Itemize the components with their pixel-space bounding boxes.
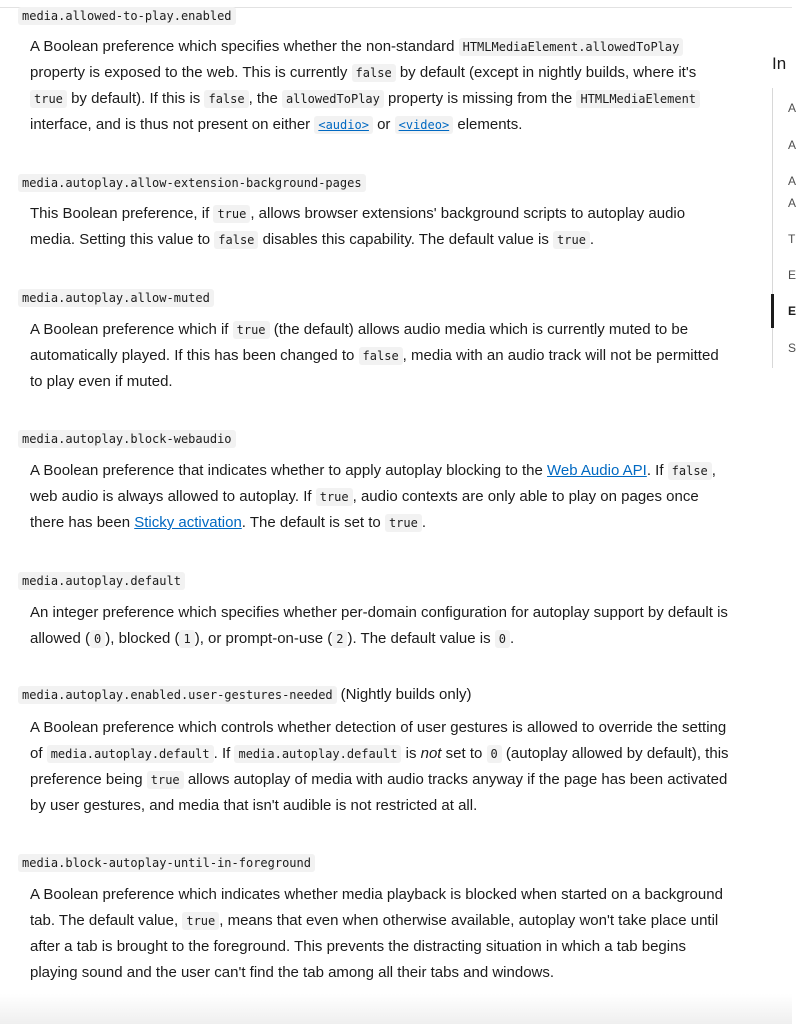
code: false xyxy=(352,64,396,82)
toc-item[interactable]: E xyxy=(788,268,796,282)
code: false xyxy=(204,90,248,108)
toc-item[interactable]: T xyxy=(788,232,796,246)
pref-term: media.autoplay.default xyxy=(18,572,185,590)
code: HTMLMediaElement.allowedToPlay xyxy=(459,38,684,56)
code: false xyxy=(214,231,258,249)
pref-term: media.autoplay.block-webaudio xyxy=(18,430,236,448)
pref-description: A Boolean preference which controls whether detection of user gestures is allowed to override the setting of media.autoplay.default . If media.autoplay.default is not set to 0 (autoplay allowed by default), this preference being true allows autoplay of media with audio tracks anyway if the page has been activated by user gestures, and media that isn't audible is not restricted at all. xyxy=(30,719,729,814)
toc-item[interactable]: A xyxy=(788,138,796,152)
code: true xyxy=(316,488,353,506)
pref-entry xyxy=(18,289,738,307)
toc-item[interactable]: S xyxy=(788,341,796,355)
pref-entry xyxy=(18,430,738,448)
pref-term: media.allowed-to-play.enabled xyxy=(18,7,236,25)
code: true xyxy=(385,514,422,532)
pref-entry xyxy=(18,854,738,872)
code: 1 xyxy=(179,630,194,648)
table-of-contents xyxy=(770,0,796,1024)
pref-entry xyxy=(18,7,738,25)
pref-description: A Boolean preference that indicates whether to apply autoplay blocking to the Web Audio API. If false , web audio is always allowed to autoplay. If true , audio contexts are only able to play on pages once there has been Sticky activation. The default is set to true . xyxy=(30,462,716,531)
code: allowedToPlay xyxy=(282,90,384,108)
toc-active-indicator xyxy=(771,294,774,328)
code: true xyxy=(233,321,270,339)
code: 0 xyxy=(495,630,510,648)
pref-description: A Boolean preference which if true (the default) allows audio media which is currently muted to be automatically played. If this has been changed to false , media with an audio track will not be permitted to play even if muted. xyxy=(30,321,719,390)
pref-term: media.block-autoplay-until-in-foreground xyxy=(18,854,315,872)
pref-entry xyxy=(18,174,738,192)
code: false xyxy=(668,462,712,480)
code: true xyxy=(213,205,250,223)
code: 0 xyxy=(90,630,105,648)
pref-entry xyxy=(18,572,738,590)
toc-item-active[interactable]: E xyxy=(788,304,796,318)
pref-description: An integer preference which specifies whether per-domain configuration for autoplay support by default is allowed ( 0 ), blocked ( 1 ), or prompt-on-use ( 2 ). The default value is 0 . xyxy=(30,604,728,647)
sticky-activation-link[interactable]: Sticky activation xyxy=(134,514,242,531)
toc-item[interactable]: A xyxy=(788,101,796,115)
code: false xyxy=(359,347,403,365)
pref-description: This Boolean preference, if true , allows browser extensions' background scripts to autoplay audio media. Setting this value to false disables this capability. The default value is true . xyxy=(30,205,686,248)
code: 0 xyxy=(487,745,502,763)
toc-item[interactable]: A xyxy=(788,196,796,210)
pref-entry xyxy=(18,686,738,704)
web-audio-api-link[interactable]: Web Audio API xyxy=(547,462,647,479)
pref-term-note: (Nightly builds only) xyxy=(340,686,472,703)
pref-term: media.autoplay.allow-extension-background-pages xyxy=(18,174,366,192)
code: true xyxy=(553,231,590,249)
code: media.autoplay.default xyxy=(47,745,214,763)
audio-element-link[interactable]: <audio> xyxy=(314,116,373,134)
code: true xyxy=(30,90,67,108)
pref-term: media.autoplay.allow-muted xyxy=(18,289,214,307)
code: HTMLMediaElement xyxy=(576,90,700,108)
bottom-fade xyxy=(0,994,792,1024)
pref-description: A Boolean preference which indicates whether media playback is blocked when started on a background tab. The default value, true , means that even when otherwise available, autoplay won't take place until after a tab is brought to the foreground. This prevents the distracting situation in which a tab begins playing sound and the user can't find the tab among all their tabs and windows. xyxy=(30,886,723,981)
code: true xyxy=(182,912,219,930)
video-element-link[interactable]: <video> xyxy=(395,116,454,134)
code: 2 xyxy=(332,630,347,648)
code: media.autoplay.default xyxy=(234,745,401,763)
pref-term: media.autoplay.enabled.user-gestures-needed xyxy=(18,686,337,704)
toc-item[interactable]: A xyxy=(788,174,796,188)
pref-description: A Boolean preference which specifies whether the non-standard HTMLMediaElement.allowedToPlay property is exposed to the web. This is currently false by default (except in nightly builds, where it's true by default). If this is false , the allowedToPlay property is missing from the HTMLMediaElement interface, and is thus not present on either <audio> or <video> elements. xyxy=(30,34,730,138)
toc-heading: In xyxy=(772,54,787,73)
code: true xyxy=(147,771,184,789)
